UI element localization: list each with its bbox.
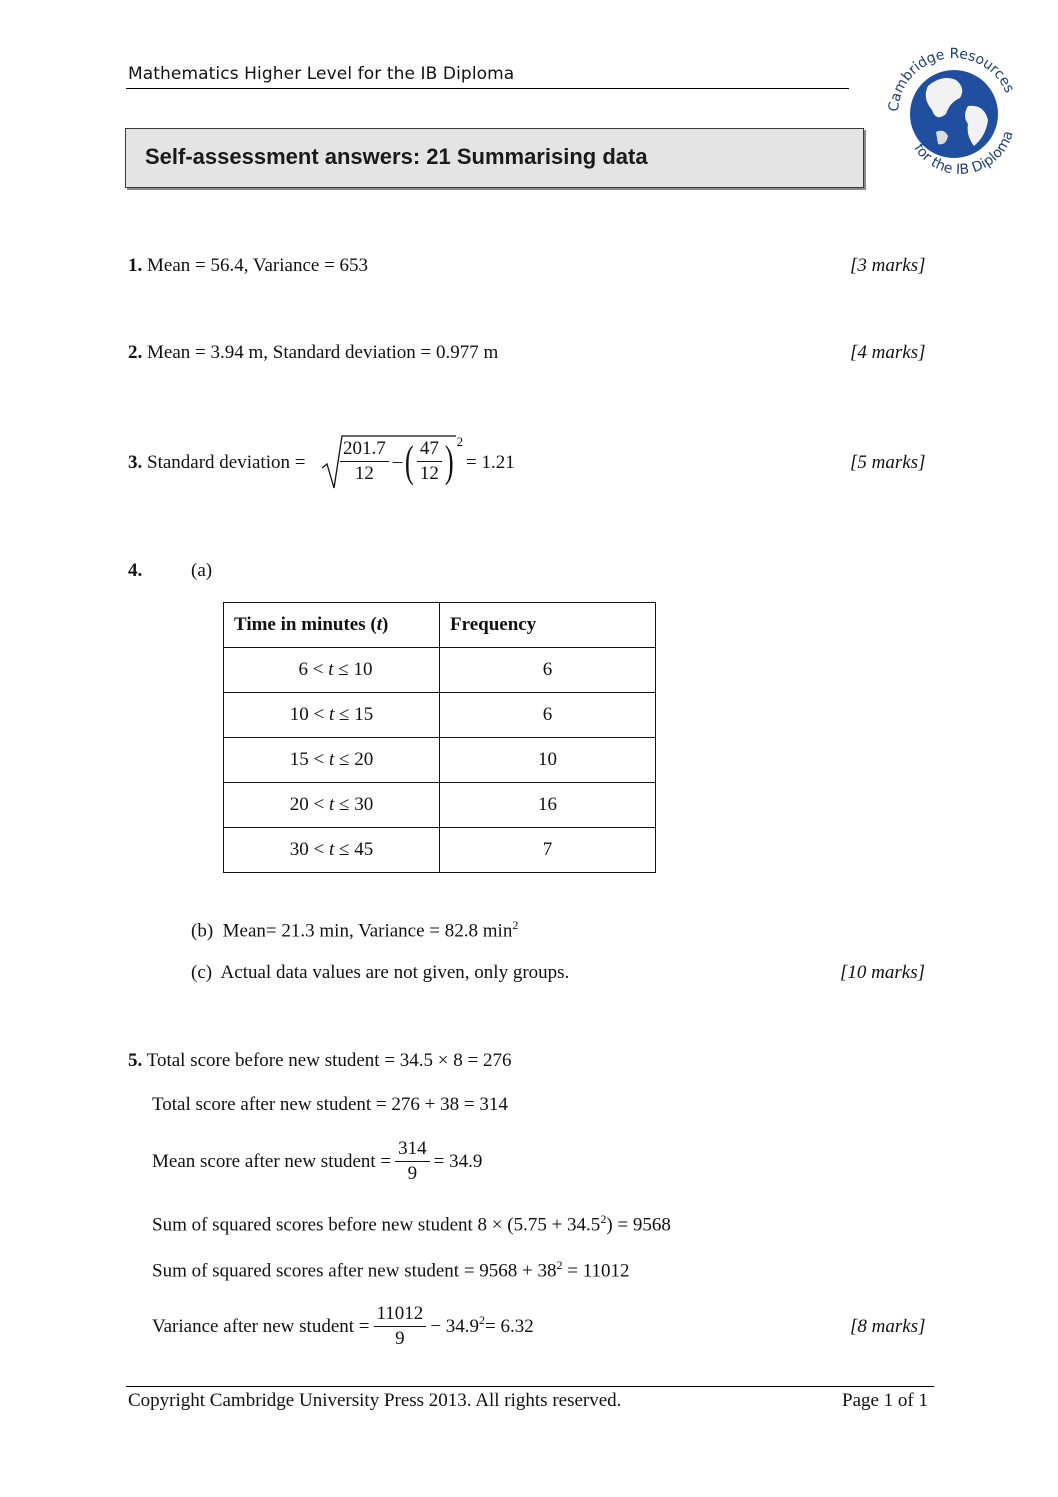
question-1 [128, 255, 368, 277]
table-row [224, 693, 656, 738]
time-interval-cell: 30 < t ≤ 45 [224, 828, 440, 873]
frequency-cell: 7 [440, 828, 656, 873]
part-b-text: Mean= 21.3 min, Variance = 82.8 min [222, 920, 513, 942]
part-b-label: (b) [191, 920, 214, 942]
column-header-time: Time in minutes (t) [224, 603, 440, 648]
fraction: $\frac{47}{12}$ [417, 438, 442, 485]
marks-label: [3 marks] [850, 255, 926, 276]
marks-label: [4 marks] [850, 342, 926, 363]
logo-text-top: Cambridge Resources [885, 45, 1018, 113]
answer-text: Mean = 3.94 m, Standard deviation = 0.977 m [147, 342, 499, 363]
table-row [224, 648, 656, 693]
left-paren: ( [405, 436, 414, 486]
frequency-cell: 10 [440, 738, 656, 783]
marks-label: [5 marks] [850, 452, 926, 473]
question-number: 3. [128, 452, 143, 473]
title-box [125, 128, 864, 188]
frequency-table [223, 602, 656, 873]
minus-sign: – [392, 450, 403, 472]
question-2 [128, 342, 498, 364]
part-a-label: (a) [191, 560, 213, 581]
frequency-cell: 6 [440, 693, 656, 738]
fraction: $\frac{11012}{9}$ [374, 1303, 427, 1350]
answer-line: Sum of squared scores after new student = $9568 + 38^2 = 11012$ [152, 1258, 630, 1282]
course-header: Mathematics Higher Level for the IB Diploma [128, 64, 515, 84]
table-row [224, 828, 656, 873]
time-interval-cell: 6 < t ≤ 10 [224, 648, 440, 693]
page-title: Self-assessment answers: 21 Summarising data [145, 144, 648, 169]
marks-label: [10 marks] [840, 962, 925, 983]
header-rule [126, 88, 849, 89]
frequency-cell: 6 [440, 648, 656, 693]
fraction: $\frac{201.7}{12}$ [340, 438, 389, 485]
exponent: 2 [512, 918, 519, 932]
table-row [224, 738, 656, 783]
copyright-text: Copyright Cambridge University Press 2013. All rights reserved. [128, 1390, 622, 1411]
time-interval-cell: 15 < t ≤ 20 [224, 738, 440, 783]
time-interval-cell: 10 < t ≤ 15 [224, 693, 440, 738]
question-number: 4. [128, 560, 143, 581]
question-number: 2. [128, 342, 143, 363]
answer-line-variance: Variance after new student = $\frac{11012}{9}$ − 34.9 $^2$ = 6.32 [152, 1303, 534, 1349]
fraction: $\frac{314}{9}$ [395, 1138, 430, 1185]
part-c [191, 962, 569, 984]
answer-line: Total score before new student = 34.5 × 8 = 276 [146, 1050, 512, 1071]
answer-lead: Standard deviation = [147, 452, 306, 473]
answer-result: = 1.21 [466, 452, 515, 473]
footer-rule [126, 1386, 934, 1387]
answer-line: Total score after new student = 276 + 38 = 314 [152, 1094, 508, 1115]
time-interval-cell: 20 < t ≤ 30 [224, 783, 440, 828]
answer-line-mean: Mean score after new student = $\frac{314}{9}$ = 34.9 [152, 1138, 483, 1184]
question-number: 1. [128, 255, 143, 276]
answer-line: Sum of squared scores before new student $8 \times (5.75 + 34.5^2) = 9568$ [152, 1212, 671, 1236]
frequency-cell: 16 [440, 783, 656, 828]
cambridge-globe-logo [876, 36, 1032, 192]
sqrt-expression [336, 433, 464, 486]
marks-label: [8 marks] [850, 1316, 926, 1337]
logo-text-bottom: for the IB Diploma [910, 128, 1017, 179]
part-c-text: Actual data values are not given, only groups. [220, 962, 570, 983]
question-number: 5. [128, 1050, 143, 1071]
table-header-row [224, 603, 656, 648]
page-number: Page 1 of 1 [842, 1390, 929, 1411]
question-5 [128, 1050, 512, 1072]
right-paren: ) [444, 436, 454, 486]
exponent: 2 [456, 433, 464, 449]
answer-text: Mean = 56.4, Variance = 653 [147, 255, 369, 276]
question-3 [128, 452, 305, 474]
question-4 [128, 560, 142, 582]
column-header-frequency: Frequency [440, 603, 656, 648]
table-row [224, 783, 656, 828]
part-b [191, 918, 518, 942]
part-c-label: (c) [191, 962, 213, 983]
